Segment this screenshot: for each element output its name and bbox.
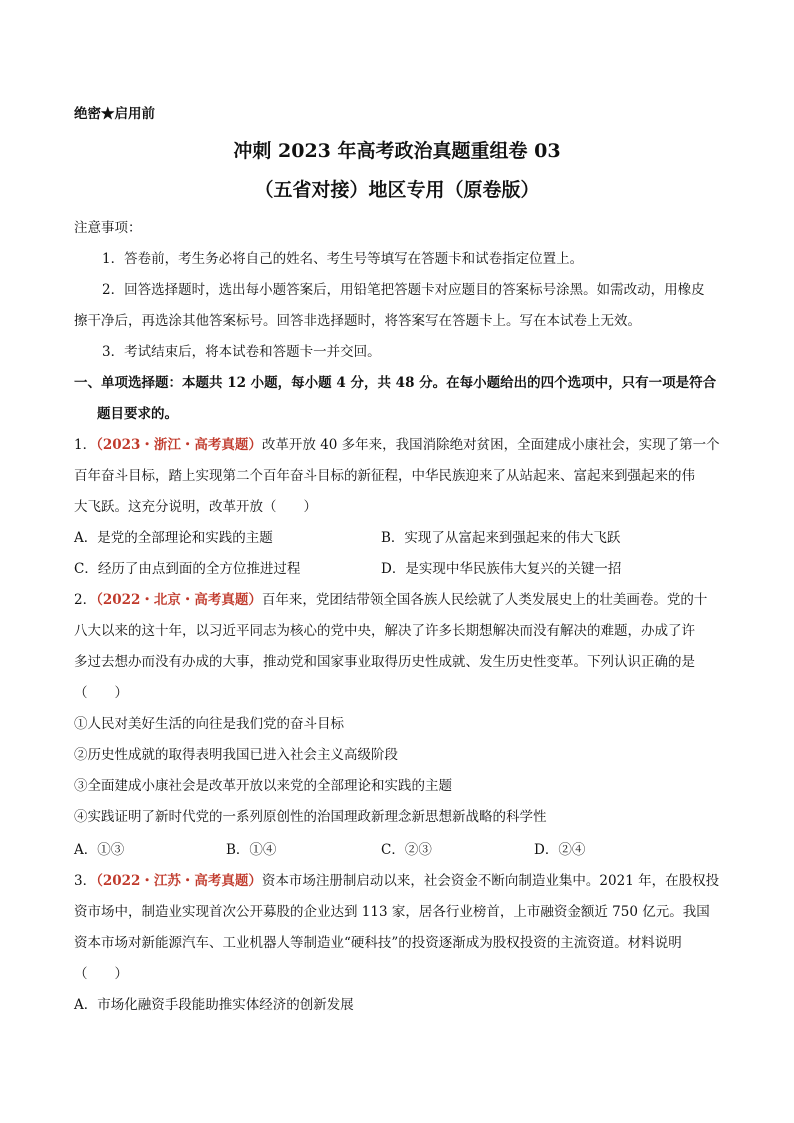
question-text: （ ） (74, 966, 128, 982)
q2-option-d: D．②④ (534, 842, 586, 858)
question-text: 百年来，党团结带领全国各族人民绘就了人类发展史上的壮美画卷。党的十 (261, 592, 708, 608)
question-text: （ ） (74, 685, 128, 701)
statement: ③全面建成小康社会是改革开放以来党的全部理论和实践的主题 (74, 778, 452, 794)
page-title: 冲刺 2023 年高考政治真题重组卷 03 (233, 140, 561, 162)
question-number: 3． (74, 873, 97, 889)
section-heading-cont: 题目要求的。 (97, 406, 178, 422)
question-1-line (74, 435, 722, 455)
statement: ①人民对美好生活的向往是我们党的奋斗目标 (74, 716, 344, 732)
question-number: 2． (74, 592, 97, 608)
question-3-line (74, 871, 722, 891)
q2-option-b: B．①④ (226, 842, 277, 858)
question-source: （2022・北京・高考真题） (96, 592, 262, 608)
secret-mark: 绝密★启用前 (74, 106, 155, 122)
question-text: 资市场中，制造业实现首次公开募股的企业达到 113 家，居各行业榜首，上市融资金额近 750 亿元。我国 (74, 904, 710, 920)
question-number: 1． (74, 437, 97, 453)
notice-item: 2．回答选择题时，选出每小题答案后，用铅笔把答题卡对应题目的答案标号涂黑。如需改动，用橡皮 (102, 282, 705, 298)
question-text: 百年奋斗目标，踏上实现第二个百年奋斗目标的新征程，中华民族迎来了从站起来、富起来到强起来的伟 (74, 468, 695, 484)
q1-option-c: C．经历了由点到面的全方位推进过程 (74, 561, 301, 577)
question-text: 改革开放 40 多年来，我国消除绝对贫困，全面建成小康社会，实现了第一个 (261, 437, 720, 453)
notice-item: 1．答卷前，考生务必将自己的姓名、考生号等填写在答题卡和试卷指定位置上。 (102, 251, 584, 267)
section-heading: 一、单项选择题：本题共 12 小题，每小题 4 分，共 48 分。在每小题给出的四个选项中，只有一项是符合 (74, 375, 717, 391)
q1-option-b: B．实现了从富起来到强起来的伟大飞跃 (381, 530, 621, 546)
q2-option-c: C．②③ (381, 842, 432, 858)
notice-heading: 注意事项： (74, 220, 142, 236)
page-subtitle: （五省对接）地区专用（原卷版） (254, 179, 540, 201)
q3-option-a: A．市场化融资手段能助推实体经济的创新发展 (74, 997, 354, 1013)
notice-item: 3．考试结束后，将本试卷和答题卡一并交回。 (102, 344, 381, 360)
question-text: 八大以来的这十年，以习近平同志为核心的党中央，解决了许多长期想解决而没有解决的难题，办成了许 (74, 623, 695, 639)
notice-item-cont: 擦干净后，再选涂其他答案标号。回答非选择题时，将答案写在答题卡上。写在本试卷上无效。 (74, 313, 641, 329)
q1-option-a: A．是党的全部理论和实践的主题 (74, 530, 273, 546)
statement: ②历史性成就的取得表明我国已进入社会主义高级阶段 (74, 747, 398, 763)
q1-option-d: D．是实现中华民族伟大复兴的关键一招 (381, 561, 622, 577)
question-text: 多过去想办而没有办成的大事，推动党和国家事业取得历史性成就、发生历史性变革。下列认识正确的是 (74, 654, 695, 670)
q2-option-a: A．①③ (74, 842, 125, 858)
statement: ④实践证明了新时代党的一系列原创性的治国理政新理念新思想新战略的科学性 (74, 809, 547, 825)
question-source: （2023・浙江・高考真题） (96, 437, 262, 453)
question-source: （2022・江苏・高考真题） (96, 873, 262, 889)
question-text: 大飞跃。这充分说明，改革开放（ ） (74, 499, 317, 515)
question-text: 资本市场对新能源汽车、工业机器人等制造业“硬科技”的投资逐渐成为股权投资的主流资道。材料说明 (74, 935, 682, 951)
question-text: 资本市场注册制启动以来，社会资金不断向制造业集中。2021 年，在股权投 (261, 873, 720, 889)
question-2-line (74, 590, 722, 610)
